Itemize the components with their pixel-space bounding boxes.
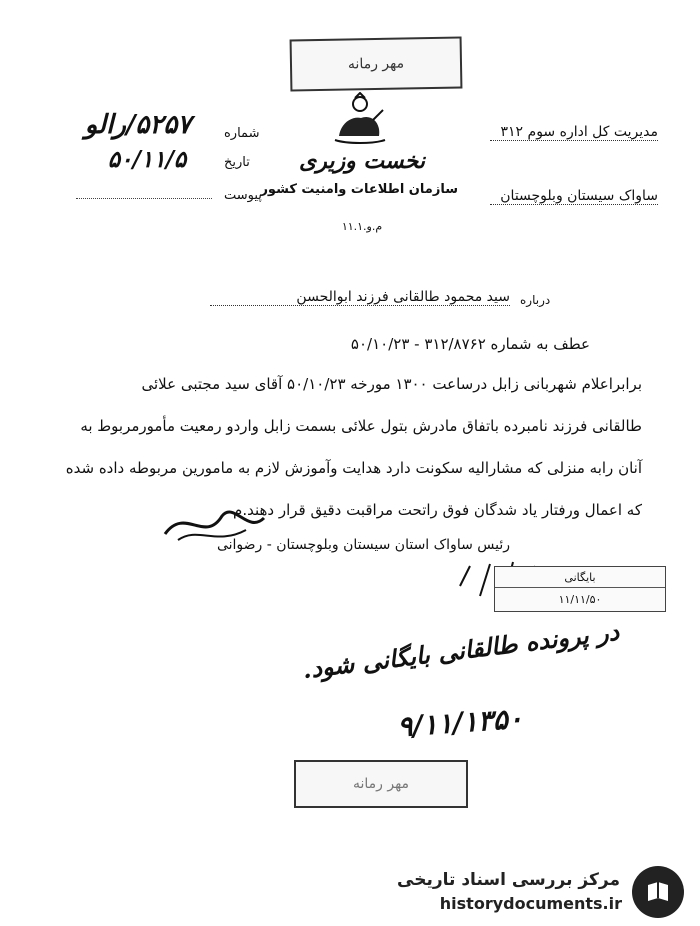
subject-value: سید محمود طالقانی فرزند ابوالحسن bbox=[210, 289, 510, 306]
box-stamp-line-1: بایگانی bbox=[564, 570, 596, 584]
watermark-title: مرکز بررسی اسناد تاریخی bbox=[397, 870, 620, 890]
body-line-4: که اعمال ورفتار یاد شدگان فوق راتحت مراقبت دقیق قرار دهند.م bbox=[233, 501, 642, 519]
signature-title: رئیس ساواک استان سیستان وبلوچستان - رضوانی bbox=[216, 537, 510, 553]
archive-box-stamp bbox=[494, 566, 666, 612]
top-stamp-text: مهر رمانه bbox=[347, 55, 405, 73]
recipient-line-1: مدیریت کل اداره سوم ۳۱۲ bbox=[490, 124, 658, 141]
handwritten-note-1: در پرونده طالقانی بایگانی شود. bbox=[301, 616, 621, 685]
date-label: تاریخ bbox=[224, 155, 250, 170]
org-sub: سازمان اطلاعات وامنیت کشور bbox=[260, 182, 458, 197]
watermark-logo-icon bbox=[632, 866, 684, 918]
body-line-2: طالقانی فرزند نامبرده باتفاق مادرش بتول علائی بسمت زابل واردو رمعیت مأمورمربوط به bbox=[80, 417, 642, 435]
bottom-stamp bbox=[294, 760, 468, 808]
handwritten-note-2: ۹/۱۱/۱۳۵۰ bbox=[396, 701, 524, 744]
org-main: نخست وزیری bbox=[299, 148, 425, 174]
date-value: ۵۰/۱۱/۵ bbox=[107, 146, 187, 173]
body-line-1: برابراعلام شهربانی زابل درساعت ۱۳۰۰ مورخه ۵۰/۱۰/۲۳ آقای سید مجتبی علائی bbox=[141, 375, 642, 393]
number-label: شماره bbox=[224, 126, 260, 141]
post-label: پیوست bbox=[224, 188, 262, 203]
box-stamp-line-2: ۱۱/۱۱/۵۰ bbox=[558, 592, 602, 606]
number-value: ۵۲۵۷/رالو bbox=[84, 110, 192, 140]
recipient-line-2: ساواک سیستان وبلوچستان bbox=[490, 188, 658, 205]
bottom-stamp-text: مهر رمانه bbox=[352, 776, 410, 792]
org-code: م.و.۱۱.۱ bbox=[341, 220, 383, 233]
body-line-3: آنان رابه منزلی که مشارالیه سکونت دارد هدایت وآموزش لازم به مامورین مربوطه داده شده bbox=[65, 459, 642, 477]
post-line bbox=[76, 198, 212, 199]
watermark-url: historydocuments.ir bbox=[439, 894, 622, 913]
reference-line: عطف به شماره ۳۱۲/۸۷۶۲ - ۵۰/۱۰/۲۳ bbox=[350, 335, 590, 353]
subject-label: درباره bbox=[520, 293, 551, 307]
lion-sun-emblem-icon bbox=[329, 92, 391, 148]
book-icon bbox=[643, 877, 673, 907]
top-stamp bbox=[290, 37, 463, 92]
